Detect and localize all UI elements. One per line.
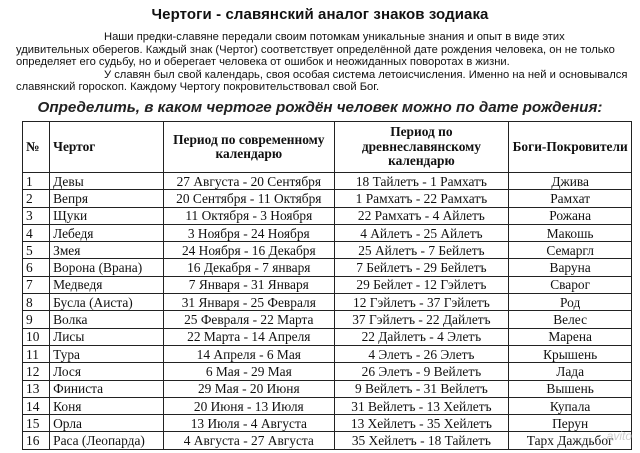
- cell-old: 4 Айлетъ - 25 Айлетъ: [334, 224, 509, 241]
- table-body: [23, 173, 632, 450]
- cell-num: 14: [23, 397, 50, 414]
- cell-old: 29 Бейлет - 12 Гэйлетъ: [334, 276, 509, 293]
- cell-old: 4 Элетъ - 26 Элетъ: [334, 345, 509, 362]
- table-row: [23, 380, 632, 397]
- table-row: [23, 311, 632, 328]
- cell-num: 10: [23, 328, 50, 345]
- cell-gods: Семаргл: [509, 242, 632, 259]
- cell-num: 9: [23, 311, 50, 328]
- cell-modern: 25 Февраля - 22 Марта: [164, 311, 334, 328]
- cell-gods: Крышень: [509, 345, 632, 362]
- table-row: [23, 242, 632, 259]
- cell-old: 12 Гэйлетъ - 37 Гэйлетъ: [334, 294, 509, 311]
- cell-old: 22 Дайлетъ - 4 Элетъ: [334, 328, 509, 345]
- cell-old: 13 Хейлетъ - 35 Хейлетъ: [334, 415, 509, 432]
- cell-modern: 24 Ноября - 16 Декабря: [164, 242, 334, 259]
- table-row: [23, 415, 632, 432]
- watermark: avito: [606, 429, 632, 443]
- cell-modern: 31 Января - 25 Февраля: [164, 294, 334, 311]
- cell-old: 35 Хейлетъ - 18 Тайлетъ: [334, 432, 509, 449]
- cell-name: Лисы: [50, 328, 164, 345]
- table-row: [23, 345, 632, 362]
- cell-num: 13: [23, 380, 50, 397]
- cell-modern: 7 Января - 31 Января: [164, 276, 334, 293]
- page-title: Чертоги - славянский аналог знаков зодиака: [151, 6, 489, 23]
- cell-name: Коня: [50, 397, 164, 414]
- cell-num: 6: [23, 259, 50, 276]
- cell-old: 31 Вейлетъ - 13 Хейлетъ: [334, 397, 509, 414]
- cell-gods: Велес: [509, 311, 632, 328]
- table-row: [23, 207, 632, 224]
- cell-modern: 16 Декабря - 7 января: [164, 259, 334, 276]
- cell-gods: Род: [509, 294, 632, 311]
- table-header-row: [23, 122, 632, 173]
- table-row: [23, 173, 632, 190]
- table-row: [23, 190, 632, 207]
- cell-name: Вепря: [50, 190, 164, 207]
- cell-name: Ворона (Врана): [50, 259, 164, 276]
- cell-name: Раса (Леопарда): [50, 432, 164, 449]
- cell-num: 7: [23, 276, 50, 293]
- header-modern: Период по современному календарю: [164, 122, 334, 173]
- cell-modern: 3 Ноября - 24 Ноября: [164, 224, 334, 241]
- cell-modern: 14 Апреля - 6 Мая: [164, 345, 334, 362]
- table-row: [23, 363, 632, 380]
- cell-gods: Перун: [509, 415, 632, 432]
- cell-name: Девы: [50, 173, 164, 190]
- cell-old: 22 Рамхатъ - 4 Айлетъ: [334, 207, 509, 224]
- cell-num: 16: [23, 432, 50, 449]
- cell-gods: Макошь: [509, 224, 632, 241]
- cell-old: 26 Элетъ - 9 Вейлетъ: [334, 363, 509, 380]
- cell-name: Финиста: [50, 380, 164, 397]
- cell-modern: 20 Июня - 13 Июля: [164, 397, 334, 414]
- header-old: Период по древнеславянскому календарю: [334, 122, 509, 173]
- table-row: [23, 328, 632, 345]
- cell-num: 4: [23, 224, 50, 241]
- cell-old: 1 Рамхатъ - 22 Рамхатъ: [334, 190, 509, 207]
- cell-num: 2: [23, 190, 50, 207]
- cell-old: 25 Айлетъ - 7 Бейлетъ: [334, 242, 509, 259]
- cell-gods: Сварог: [509, 276, 632, 293]
- cell-old: 18 Тайлетъ - 1 Рамхатъ: [334, 173, 509, 190]
- cell-modern: 6 Мая - 29 Мая: [164, 363, 334, 380]
- cell-modern: 11 Октября - 3 Ноября: [164, 207, 334, 224]
- cell-name: Змея: [50, 242, 164, 259]
- header-name: Чертог: [50, 122, 164, 173]
- header-gods: Боги-Покровители: [509, 122, 632, 173]
- header-num: №: [23, 122, 50, 173]
- cell-old: 37 Гэйлетъ - 22 Дайлетъ: [334, 311, 509, 328]
- cell-name: Лебедя: [50, 224, 164, 241]
- cell-name: Бусла (Аиста): [50, 294, 164, 311]
- cell-name: Тура: [50, 345, 164, 362]
- cell-gods: Вышень: [509, 380, 632, 397]
- cell-num: 15: [23, 415, 50, 432]
- cell-gods: Рамхат: [509, 190, 632, 207]
- table-row: [23, 432, 632, 449]
- cell-num: 12: [23, 363, 50, 380]
- intro-paragraph-1: Наши предки-славяне передали своим потомкам уникальные знания и опыт в виде этих удивительных оберегов. Каждый знак (Чертог) соответствует определённой дате рождения человека, он не только определяет его судьбу, но и оберегает человека от ошибок и неожиданных поворотах в жизни.: [16, 31, 615, 69]
- table-row: [23, 294, 632, 311]
- cell-gods: Рожана: [509, 207, 632, 224]
- cell-name: Медведя: [50, 276, 164, 293]
- cell-num: 5: [23, 242, 50, 259]
- cell-old: 9 Вейлетъ - 31 Вейлетъ: [334, 380, 509, 397]
- cell-gods: Варуна: [509, 259, 632, 276]
- cell-num: 11: [23, 345, 50, 362]
- cell-modern: 13 Июля - 4 Августа: [164, 415, 334, 432]
- cell-modern: 29 Мая - 20 Июня: [164, 380, 334, 397]
- cell-num: 3: [23, 207, 50, 224]
- intro-paragraph-2: У славян был свой календарь, своя особая система летоисчисления. Именно на ней и основывался славянский гороскоп. Каждому Чертогу покровительствовал свой Бог.: [16, 68, 628, 94]
- cell-old: 7 Бейлетъ - 29 Бейлетъ: [334, 259, 509, 276]
- table-row: [23, 224, 632, 241]
- chertogi-table: [22, 121, 632, 450]
- cell-num: 1: [23, 173, 50, 190]
- table-row: [23, 259, 632, 276]
- cell-modern: 4 Августа - 27 Августа: [164, 432, 334, 449]
- cell-name: Волка: [50, 311, 164, 328]
- cell-name: Щуки: [50, 207, 164, 224]
- table-row: [23, 276, 632, 293]
- subtitle: Определить, в каком чертоге рождён человек можно по дате рождения:: [37, 99, 603, 116]
- table-row: [23, 397, 632, 414]
- cell-name: Орла: [50, 415, 164, 432]
- cell-name: Лося: [50, 363, 164, 380]
- cell-gods: Лада: [509, 363, 632, 380]
- cell-modern: 22 Марта - 14 Апреля: [164, 328, 334, 345]
- cell-modern: 20 Сентября - 11 Октября: [164, 190, 334, 207]
- cell-gods: Марена: [509, 328, 632, 345]
- cell-gods: Тарх Даждьбог: [509, 432, 632, 449]
- intro-text: [16, 31, 628, 94]
- cell-num: 8: [23, 294, 50, 311]
- cell-gods: Джива: [509, 173, 632, 190]
- cell-modern: 27 Августа - 20 Сентября: [164, 173, 334, 190]
- cell-gods: Купала: [509, 397, 632, 414]
